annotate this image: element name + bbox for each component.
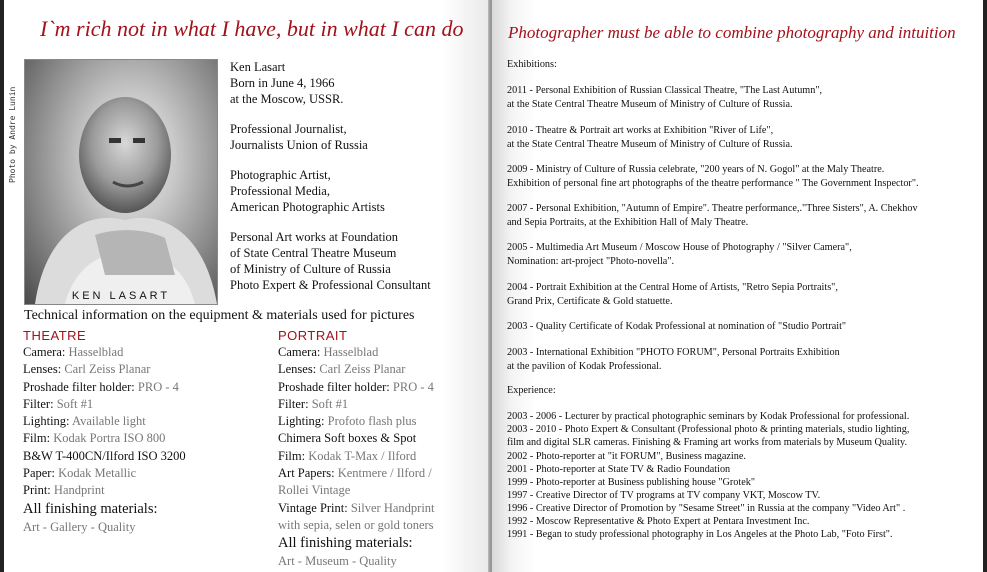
bio-block <box>230 59 431 307</box>
spec-label: Art Papers: <box>278 466 335 481</box>
exhibition-line: 2003 - International Exhibition "PHOTO FORUM", Personal Portraits Exhibition <box>507 347 840 358</box>
spec-value: PRO - 4 <box>392 379 434 394</box>
bio-line: Born in June 4, 1966 <box>230 76 335 90</box>
exhibition-line: Grand Prix, Certificate & Gold statuette. <box>507 296 673 307</box>
spec-row <box>278 413 435 430</box>
spec-label: Paper: <box>23 466 55 481</box>
spec-label: Lenses: <box>278 362 317 377</box>
spec-label: Lighting: <box>278 414 325 429</box>
exhibition-line: and Sepia Portraits, at the Exhibition Hall of Maly Theatre. <box>507 217 749 228</box>
bio-group <box>230 229 431 293</box>
bio-line: Photographic Artist, <box>230 168 331 182</box>
spec-label: Proshade filter holder: <box>278 379 390 394</box>
spec-value: Available light <box>71 414 146 429</box>
portrait-column <box>278 327 435 571</box>
bio-line: Professional Journalist, <box>230 122 347 136</box>
spec-row <box>278 361 435 378</box>
spec-value: PRO - 4 <box>137 379 179 394</box>
spec-row <box>23 396 186 413</box>
portrait-figure-icon <box>25 60 217 304</box>
spec-row <box>23 482 186 499</box>
spec-row <box>23 413 186 430</box>
spec-label: B&W T-400CN/Ilford ISO 3200 <box>23 448 186 463</box>
spec-label: Chimera Soft boxes & Spot <box>278 431 417 446</box>
spec-value: Profoto flash plus <box>327 414 417 429</box>
bio-line: Journalists Union of Russia <box>230 138 368 152</box>
tech-info-title: Technical information on the equipment & materials used for pictures <box>24 308 415 323</box>
spec-value: Soft #1 <box>311 396 349 411</box>
exhibition-line: 2009 - Ministry of Culture of Russia celebrate, "200 years of N. Gogol" at the Maly Theatre. <box>507 164 885 175</box>
bio-line: Personal Art works at Foundation <box>230 230 399 244</box>
exhibition-line: 2002 - Photo-reporter at "it FORUM", Business magazine. <box>507 451 746 462</box>
bio-group <box>230 167 431 215</box>
bio-line: of State Central Theatre Museum <box>230 246 397 260</box>
spec-row <box>23 465 186 482</box>
portrait-heading: PORTRAIT <box>278 328 348 343</box>
exhibition-line: Nomination: art-project "Photo-novella". <box>507 256 675 267</box>
exhibition-line: 2003 - 2010 - Photo Expert & Consultant (Professional photo & printing materials, studio lighting, <box>507 424 910 435</box>
spec-value: Silver Handprint <box>350 500 435 515</box>
bio-line: at the Moscow, USSR. <box>230 92 344 106</box>
bio-line: American Photographic Artists <box>230 200 385 214</box>
exhibition-line: at the State Central Theatre Museum of Ministry of Culture of Russia. <box>507 139 793 150</box>
spec-value: Hasselblad <box>323 345 379 359</box>
theatre-heading: THEATRE <box>23 328 87 343</box>
spec-label: Filter: <box>23 396 54 411</box>
right-page <box>492 0 983 572</box>
spec-row <box>23 361 186 378</box>
spec-value: Kentmere / Ilford / <box>337 466 432 481</box>
spec-label: Film: <box>23 431 51 446</box>
spec-row <box>23 344 186 361</box>
spec-row <box>278 430 435 447</box>
spec-value: with sepia, selen or gold toners <box>278 517 434 532</box>
spec-row <box>278 482 435 499</box>
right-headline: Photographer must be able to combine photography and intuition <box>508 23 956 42</box>
spec-value: Kodak T-Max / Ilford <box>308 448 417 463</box>
exhibition-line: 2011 - Personal Exhibition of Russian Classical Theatre, "The Last Autumn", <box>507 85 823 96</box>
exhibition-line: 2004 - Portrait Exhibition at the Central Home of Artists, "Retro Sepia Portraits", <box>507 282 838 293</box>
exhibition-line: Exhibition of personal fine art photographs of the theatre performance " The Government Inspector". <box>507 178 919 189</box>
spec-value: Rollei Vintage <box>278 483 351 498</box>
spec-row <box>278 517 435 534</box>
spec-row <box>278 500 435 517</box>
exhibition-line: 1997 - Creative Director of TV programs at TV company VKT, Moscow TV. <box>507 490 821 501</box>
left-headline: I`m rich not in what I have, but in what I can do <box>40 16 464 41</box>
bio-line: Ken Lasart <box>230 60 286 74</box>
spec-label: Lenses: <box>23 362 62 377</box>
spec-value: Kodak Metallic <box>58 466 137 481</box>
spec-value: Handprint <box>53 483 105 498</box>
exhibition-line: 2003 - Quality Certificate of Kodak Professional at nomination of "Studio Portrait" <box>507 321 847 332</box>
exhibition-line: 2005 - Multimedia Art Museum / Moscow House of Photography / "Silver Camera", <box>507 242 852 253</box>
bio-group <box>230 59 431 107</box>
spec-row <box>278 344 435 361</box>
spec-label: Vintage Print: <box>278 500 348 515</box>
exhibition-line: film and digital SLR cameras. Finishing & Framing art works from materials by Museum Quality. <box>507 437 907 448</box>
photo-caption: KEN LASART <box>71 290 171 302</box>
spec-row <box>23 379 186 396</box>
spec-label: Camera: <box>23 345 66 359</box>
spec-value: Kodak Portra ISO 800 <box>53 431 166 446</box>
exhibition-line: 2001 - Photo-reporter at State TV & Radio Foundation <box>507 464 731 475</box>
bio-line: of Ministry of Culture of Russia <box>230 262 391 276</box>
exhibition-line: 2010 - Theatre & Portrait art works at Exhibition "River of Life", <box>507 125 774 136</box>
right-edge <box>983 0 987 572</box>
spec-label: Camera: <box>278 345 321 359</box>
spec-label: Filter: <box>278 396 309 411</box>
spec-row <box>23 430 186 447</box>
spec-label: Print: <box>23 483 51 498</box>
spec-row <box>278 465 435 482</box>
spec-label: Proshade filter holder: <box>23 379 135 394</box>
exhibition-line: 2003 - 2006 - Lecturer by practical photographic seminars by Kodak Professional for professional. <box>507 411 910 422</box>
finishing-value: Art - Gallery - Quality <box>23 519 136 534</box>
exhibition-line: at the State Central Theatre Museum of Ministry of Culture of Russia. <box>507 99 793 110</box>
spec-row <box>23 448 186 465</box>
exhibition-line: 2007 - Personal Exhibition, "Autumn of Empire". Theatre performance,."Three Sisters", A. Chekhov <box>507 203 918 214</box>
theatre-column <box>23 327 186 536</box>
bio-group <box>230 121 431 153</box>
finishing-label: All finishing materials: <box>23 500 158 517</box>
spec-value: Carl Zeiss Planar <box>64 362 151 377</box>
spec-row <box>278 448 435 465</box>
spec-value: Soft #1 <box>56 396 94 411</box>
exhibition-line: 1991 - Began to study professional photography in Los Angeles at the Photo Lab, "Foto First". <box>507 529 893 540</box>
exhibition-line: 1992 - Moscow Representative & Photo Expert at Pentara Investment Inc. <box>507 516 810 527</box>
spec-row <box>278 379 435 396</box>
portrait-photo <box>24 59 218 305</box>
spec-label: Lighting: <box>23 414 70 429</box>
bio-line: Photo Expert & Professional Consultant <box>230 278 431 292</box>
exhibition-line: at the pavilion of Kodak Professional. <box>507 361 662 372</box>
photo-credit: Photo by Andre Lunin <box>8 86 17 183</box>
spec-row <box>278 396 435 413</box>
left-page <box>4 0 490 572</box>
exhibition-line: 1999 - Photo-reporter at Business publishing house "Grotek" <box>507 477 755 488</box>
exhibition-line: Exhibitions: <box>507 59 557 70</box>
spec-value: Carl Zeiss Planar <box>319 362 406 377</box>
spec-value: Hasselblad <box>68 345 124 359</box>
exhibition-line: 1996 - Creative Director of Promotion by "Sesame Street" in Russia at the company "Video Art" . <box>507 503 906 514</box>
finishing-value: Art - Museum - Quality <box>278 554 397 569</box>
finishing-label: All finishing materials: <box>278 535 413 552</box>
bio-line: Professional Media, <box>230 184 330 198</box>
spec-label: Film: <box>278 448 306 463</box>
exhibition-line: Experience: <box>507 385 556 396</box>
